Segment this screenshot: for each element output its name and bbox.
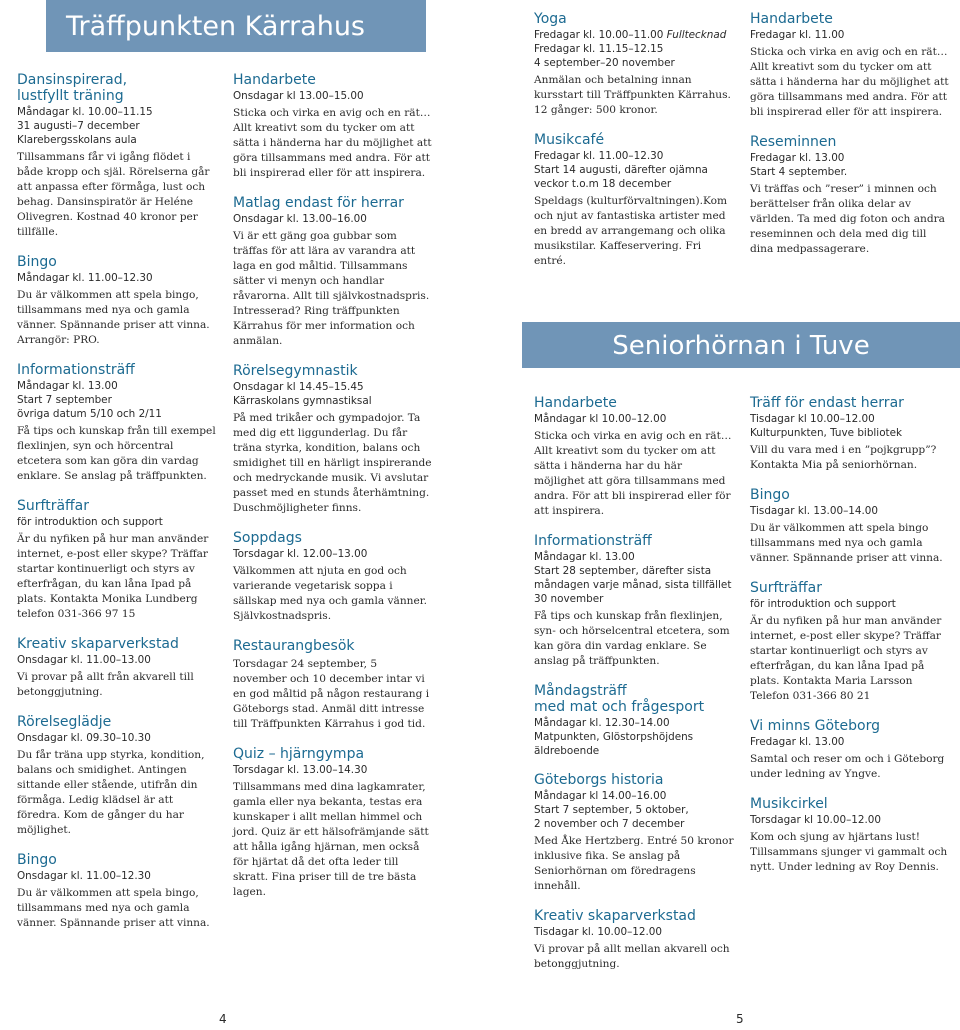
activity-section bbox=[750, 796, 950, 875]
activity-description: Få tips och kunskap från flexlinjen, syn- och hörselcentral etcetera, som kan göra din vardag enklare. Se anslag på träffpunkten. bbox=[534, 610, 730, 667]
activity-description: Torsdagar 24 september, 5 november och 10 december intar vi en god måltid på någon restaurang i Göteborgs stad. Anmäl ditt intresse till Träffpunkten Kärrahus i god tid. bbox=[233, 658, 430, 730]
activity-schedule: 31 augusti–7 december bbox=[17, 120, 140, 132]
activity-schedule: Start 7 september, 5 oktober, bbox=[534, 804, 689, 816]
activity-section bbox=[750, 11, 950, 120]
activity-schedule: Tisdagar kl 10.00–12.00 bbox=[750, 413, 875, 425]
activity-description: Sticka och virka en avig och en rät… Allt kreativt som du tycker om att sätta i händerna har du möjlighet att göra tillsammans med andra. För att bli inspirerad eller för att inspirera. bbox=[750, 46, 949, 118]
activity-description: Välkommen att njuta en god och varierande vegetarisk soppa i sällskap med nya och gamla vänner. Självkostnadspris. bbox=[233, 565, 428, 622]
activity-section bbox=[233, 195, 433, 349]
activity-section bbox=[17, 72, 217, 240]
activity-title: Restaurangbesök bbox=[233, 638, 355, 654]
activity-schedule: Klarebergsskolans aula bbox=[17, 134, 137, 146]
activity-section bbox=[233, 72, 433, 181]
activity-schedule: 4 september–20 november bbox=[534, 57, 675, 69]
activity-section bbox=[534, 395, 734, 519]
activity-section bbox=[534, 772, 734, 894]
activity-title: Dansinspirerad, lustfyllt träning bbox=[17, 72, 128, 104]
activity-description: Vi provar på allt mellan akvarell och betonggjutning. bbox=[534, 943, 730, 970]
page-number-left: 4 bbox=[219, 1012, 227, 1026]
activity-description: Tillsammans får vi igång flödet i både kropp och själ. Rörelserna går att anpassa efter förmåga, lust och behag. Dansinspiratör är Heléne Olivegren. Kostnad 40 kronor per tillfälle. bbox=[17, 151, 210, 238]
activity-description: Är du nyfiken på hur man använder internet, e-post eller skype? Träffar startar kontinuerligt och styrs av efterfrågan, du kan låna Ipad på plats. Kontakta Maria Larsson Telefon 031-366 80 21 bbox=[750, 615, 942, 702]
column-right-page-lower-left bbox=[534, 395, 734, 986]
activity-schedule: Start 7 september bbox=[17, 394, 112, 406]
activity-schedule: Tisdagar kl. 10.00–12.00 bbox=[534, 926, 663, 938]
activity-description: Du är välkommen att spela bingo tillsammans med nya och gamla vänner. Spännande priser att vinna. bbox=[750, 522, 943, 564]
activity-section bbox=[17, 714, 217, 838]
activity-description: Tillsammans med dina lagkamrater, gamla eller nya bekanta, testas era kunskaper i allt mellan himmel och jord. Quiz är ett hälsofrämjande sätt att hålla igång hjärnan, men också för hjärtat då det ofta leder till skratt. Fina priser till de tre bästa lagen. bbox=[233, 781, 429, 898]
activity-title: Rörelseglädje bbox=[17, 714, 112, 730]
fully-booked-label: Fulltecknad bbox=[666, 29, 727, 41]
activity-title: Träff för endast herrar bbox=[750, 395, 904, 411]
activity-section bbox=[750, 487, 950, 566]
page-number-right: 5 bbox=[736, 1012, 744, 1026]
activity-section bbox=[233, 530, 433, 624]
activity-schedule: Måndagar kl. 13.00 bbox=[534, 551, 635, 563]
activity-description: Samtal och reser om och i Göteborg under ledning av Yngve. bbox=[750, 753, 945, 780]
activity-description: Du är välkommen att spela bingo, tillsammans med nya och gamla vänner. Spännande priser att vinna. bbox=[17, 887, 210, 929]
activity-description: Speldags (kulturförvaltningen).Kom och njut av fantastiska artister med en bredd av arrangemang och olika musikstilar. Kaffeservering. Fri entré. bbox=[534, 195, 728, 267]
activity-section bbox=[750, 134, 950, 257]
activity-section bbox=[17, 852, 217, 931]
activity-section bbox=[750, 395, 950, 473]
activity-title: Surfträffar bbox=[17, 498, 90, 514]
activity-section bbox=[233, 363, 433, 516]
activity-section bbox=[534, 132, 734, 269]
activity-schedule: Fredagar kl. 11.00 bbox=[750, 29, 845, 41]
activity-section bbox=[750, 718, 950, 782]
column-right-page-upper-right bbox=[750, 11, 950, 271]
activity-description: Vi är ett gäng goa gubbar som träffas för att lära av varandra att laga en god måltid. Tillsammans sätter vi menyn och handlar råvarorna. Allt till självkostnadspris. Intresserad? Ring träffpunkten Kärrahus för mer information och anmälan. bbox=[233, 230, 430, 347]
activity-title: Måndagsträff med mat och frågesport bbox=[534, 683, 705, 715]
activity-schedule: Måndagar kl. 11.00–12.30 bbox=[17, 272, 153, 284]
activity-description: Med Åke Hertzberg. Entré 50 kronor inklusive fika. Se anslag på Seniorhörnan om föredragens innehåll. bbox=[534, 835, 734, 892]
activity-schedule: Torsdagar kl. 12.00–13.00 bbox=[233, 548, 368, 560]
activity-schedule: Kärraskolans gymnastiksal bbox=[233, 395, 372, 407]
activity-section bbox=[17, 362, 217, 484]
activity-title: Handarbete bbox=[233, 72, 316, 88]
activity-section bbox=[17, 636, 217, 700]
activity-title: Rörelsegymnastik bbox=[233, 363, 358, 379]
activity-section bbox=[534, 683, 734, 758]
activity-section bbox=[534, 908, 734, 972]
column-left-page bbox=[17, 72, 217, 945]
activity-title: Göteborgs historia bbox=[534, 772, 664, 788]
activity-title: Musikcafé bbox=[534, 132, 605, 148]
activity-title: Handarbete bbox=[750, 11, 833, 27]
activity-schedule: Måndagar kl 10.00–12.00 bbox=[534, 413, 667, 425]
page-title: Träffpunkten Kärrahus bbox=[66, 11, 366, 42]
activity-description: Vi träffas och ”reser” i minnen och berättelser från olika delar av världen. Ta med dig foton och andra reseminnen och dela med dig till dina medpassagerare. bbox=[750, 183, 945, 255]
activity-title: Matlag endast för herrar bbox=[233, 195, 404, 211]
column-right-page-lower-right bbox=[750, 395, 950, 889]
column-right-page-upper-left bbox=[534, 11, 734, 283]
activity-section bbox=[534, 533, 734, 669]
activity-schedule: Onsdagar kl 14.45–15.45 bbox=[233, 381, 364, 393]
activity-title: Bingo bbox=[17, 254, 57, 270]
activity-schedule: Fredagar kl. 13.00 bbox=[750, 736, 845, 748]
activity-title: Soppdags bbox=[233, 530, 302, 546]
activity-title: Surfträffar bbox=[750, 580, 823, 596]
activity-schedule: Fredagar kl. 10.00–11.00 Fulltecknad bbox=[534, 29, 727, 41]
activity-schedule: Fredagar kl. 11.15–12.15 bbox=[534, 43, 664, 55]
activity-title: Informationsträff bbox=[17, 362, 135, 378]
activity-schedule: Fredagar kl. 13.00 bbox=[750, 152, 845, 164]
activity-title: Kreativ skaparverkstad bbox=[17, 636, 179, 652]
page-title-banner bbox=[46, 0, 426, 52]
activity-title: Handarbete bbox=[534, 395, 617, 411]
activity-description: Du är välkommen att spela bingo, tillsammans med nya och gamla vänner. Spännande priser att vinna. Arrangör: PRO. bbox=[17, 289, 210, 346]
activity-schedule: Start 28 september, därefter sista måndagen varje månad, sista tillfället 30 november bbox=[534, 565, 732, 605]
activity-title: Informationsträff bbox=[534, 533, 652, 549]
activity-title: Bingo bbox=[17, 852, 57, 868]
activity-section bbox=[17, 254, 217, 348]
activity-schedule: Onsdagar kl. 11.00–12.30 bbox=[17, 870, 151, 882]
activity-schedule: övriga datum 5/10 och 2/11 bbox=[17, 408, 162, 420]
activity-description: Sticka och virka en avig och en rät… Allt kreativt som du tycker om att sätta i händerna har du här möjlighet att göra tillsammans med andra. För att bli inspirerad eller för att inspirera. bbox=[534, 430, 732, 517]
activity-description: På med trikåer och gympadojor. Ta med dig ett liggunderlag. Du får träna styrka, kondition, balans och smidighet till en härligt inspirerande och medryckande musik. Vi avslutar passet med en stunds återhämtning. Duschmöjligheter finns. bbox=[233, 412, 432, 514]
activity-schedule: Onsdagar kl. 09.30–10.30 bbox=[17, 732, 151, 744]
senior-banner-text: Seniorhörnan i Tuve bbox=[612, 331, 870, 361]
activity-description: Vi provar på allt från akvarell till betonggjutning. bbox=[17, 671, 194, 698]
activity-schedule: Måndagar kl 14.00–16.00 bbox=[534, 790, 667, 802]
activity-title: Yoga bbox=[534, 11, 567, 27]
activity-schedule: Tisdagar kl. 13.00–14.00 bbox=[750, 505, 879, 517]
activity-schedule: Matpunkten, Glöstorpshöjdens äldreboende bbox=[534, 731, 694, 757]
activity-schedule: Måndagar kl. 12.30–14.00 bbox=[534, 717, 670, 729]
activity-schedule: Torsdagar kl 10.00–12.00 bbox=[750, 814, 882, 826]
activity-title: Reseminnen bbox=[750, 134, 837, 150]
activity-section bbox=[233, 746, 433, 900]
activity-schedule: för introduktion och support bbox=[17, 516, 163, 528]
activity-schedule: Torsdagar kl. 13.00–14.30 bbox=[233, 764, 368, 776]
activity-title: Kreativ skaparverkstad bbox=[534, 908, 696, 924]
activity-title: Musikcirkel bbox=[750, 796, 828, 812]
activity-schedule: Fredagar kl. 11.00–12.30 bbox=[534, 150, 664, 162]
activity-title: Bingo bbox=[750, 487, 790, 503]
activity-schedule: Start 4 september. bbox=[750, 166, 848, 178]
activity-title: Vi minns Göteborg bbox=[750, 718, 880, 734]
activity-description: Anmälan och betalning innan kursstart till Träffpunkten Kärrahus. 12 gånger: 500 kronor. bbox=[534, 74, 731, 116]
activity-schedule: Måndagar kl. 13.00 bbox=[17, 380, 118, 392]
activity-schedule: Start 14 augusti, därefter ojämna veckor t.o.m 18 december bbox=[534, 164, 708, 190]
activity-schedule: Onsdagar kl 13.00–15.00 bbox=[233, 90, 364, 102]
activity-schedule: för introduktion och support bbox=[750, 598, 896, 610]
activity-description: Är du nyfiken på hur man använder internet, e-post eller skype? Träffar startar kontinuerligt och styrs av efterfrågan, du kan låna Ipad på plats. Kontakta Monika Lundberg telefon 031-366 97 15 bbox=[17, 533, 209, 620]
activity-schedule: 2 november och 7 december bbox=[534, 818, 685, 830]
activity-section bbox=[750, 580, 950, 704]
activity-section bbox=[17, 498, 217, 622]
activity-description: Få tips och kunskap från till exempel flexlinjen, syn och hörcentral etcetera som kan göra din vardag enklare. Se anslag på träffpunkten. bbox=[17, 425, 216, 482]
activity-section bbox=[233, 638, 433, 732]
activity-title: Quiz – hjärngympa bbox=[233, 746, 365, 762]
activity-schedule: Onsdagar kl. 11.00–13.00 bbox=[17, 654, 151, 666]
activity-schedule: Måndagar kl. 10.00–11.15 bbox=[17, 106, 153, 118]
activity-description: Kom och sjung av hjärtans lust! Tillsammans sjunger vi gammalt och nytt. Under ledning av Roy Dennis. bbox=[750, 831, 948, 873]
activity-description: Sticka och virka en avig och en rät… Allt kreativt som du tycker om att sätta i händerna har du möjlighet att göra tillsammans med andra. För att bli inspirerad eller för att inspirera. bbox=[233, 107, 432, 179]
senior-banner bbox=[522, 322, 960, 368]
column-left-page-right bbox=[233, 72, 433, 914]
activity-section bbox=[534, 11, 734, 118]
activity-description: Du får träna upp styrka, kondition, balans och smidighet. Antingen sittande eller stående, utifrån din förmåga. Ledig klädsel är att föredra. Kom de gånger du har möjlighet. bbox=[17, 749, 205, 836]
activity-description: Vill du vara med i en ”pojkgrupp”? Kontakta Mia på seniorhörnan. bbox=[750, 444, 937, 471]
activity-schedule: Onsdagar kl. 13.00–16.00 bbox=[233, 213, 367, 225]
activity-schedule: Kulturpunkten, Tuve bibliotek bbox=[750, 427, 903, 439]
